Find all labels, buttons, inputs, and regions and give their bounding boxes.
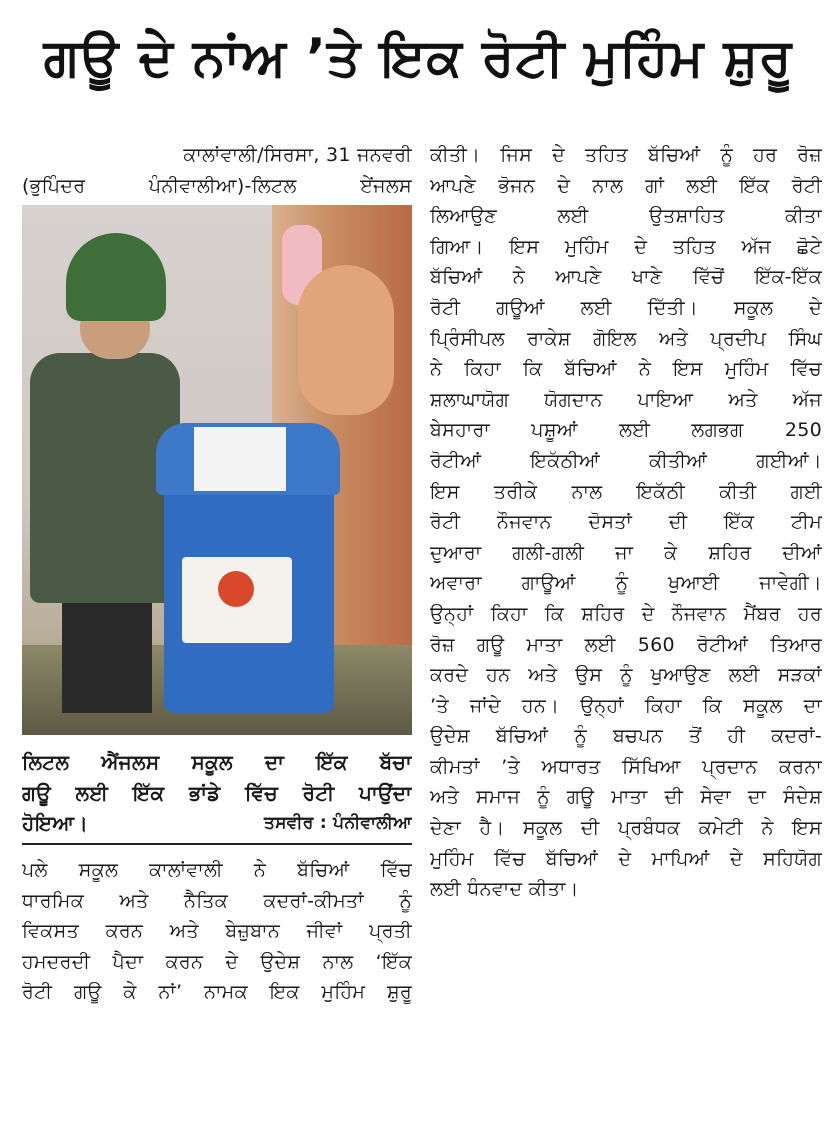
caption-line: ਲਿਟਲ ਐਂਜਲਸ ਸਕੂਲ ਦਾ ਇੱਕ ਬੱਚਾ (22, 750, 412, 775)
photo-credit: ਤਸਵੀਰ : ਪੰਨੀਵਾਲੀਆ (263, 813, 412, 834)
headline: ਗਊ ਦੇ ਨਾਂਅ ’ਤੇ ਇਕ ਰੋਟੀ ਮੁਹਿੰਮ ਸ਼ੁਰੂ (43, 28, 793, 88)
text-line: ਅਤੇ ਸਮਾਜ ਨੂੰ ਗਊ ਮਾਤਾ ਦੀ ਸੇਵਾ ਦਾ ਸੰਦੇਸ਼ (430, 786, 822, 809)
left-body-text (22, 855, 412, 1008)
bin-label-logo (218, 571, 254, 607)
text-line: ਗਿਆ। ਇਸ ਮੁਹਿੰਮ ਦੇ ਤਹਿਤ ਅੱਜ ਛੋਟੇ (430, 235, 822, 258)
text-line: ਨੇ ਕਿਹਾ ਕਿ ਬੱਚਿਆਂ ਨੇ ਇਸ ਮੁਹਿੰਮ ਵਿੱਚ (430, 358, 822, 381)
text-line: ਰੋਟੀਆਂ ਇਕੱਠੀਆਂ ਕੀਤੀਆਂ ਗਈਆਂ। (430, 449, 822, 472)
text-line: ਉਨ੍ਹਾਂ ਕਿਹਾ ਕਿ ਸ਼ਹਿਰ ਦੇ ਨੌਜਵਾਨ ਮੈਂਬਰ ਹਰ (430, 602, 822, 625)
poster-face (298, 265, 394, 415)
text-line: ਮੁਹਿੰਮ ਵਿੱਚ ਬੱਚਿਆਂ ਦੇ ਮਾਪਿਆਂ ਦੇ ਸਹਿਯੋਗ (430, 847, 822, 870)
caption-divider (22, 843, 412, 845)
text-line: ਦੁਆਰਾ ਗਲੀ-ਗਲੀ ਜਾ ਕੇ ਸ਼ਹਿਰ ਦੀਆਂ (430, 541, 822, 564)
text-line: ਰੋਟੀ ਗਊ ਕੇ ਨਾਂ’ ਨਾਮਕ ਇਕ ਮੁਹਿੰਮ ਸ਼ੁਰੂ (22, 981, 412, 1004)
text-line: ਰੋਜ਼ ਗਊ ਮਾਤਾ ਲਈ 560 ਰੋਟੀਆਂ ਤਿਆਰ (430, 633, 822, 656)
text-line: ਬੱਚਿਆਂ ਨੇ ਆਪਣੇ ਖਾਣੇ ਵਿੱਚੋਂ ਇੱਕ-ਇੱਕ (430, 266, 822, 289)
right-body-text (430, 140, 822, 905)
bin-slot (194, 427, 286, 491)
text-line: ਇਸ ਤਰੀਕੇ ਨਾਲ ਇਕੱਠੀ ਕੀਤੀ ਗਈ (430, 480, 822, 503)
text-line: ਪਲੇ ਸਕੂਲ ਕਾਲਾਂਵਾਲੀ ਨੇ ਬੱਚਿਆਂ ਵਿੱਚ (22, 858, 412, 881)
text-line: ਅਵਾਰਾ ਗਾਊਆਂ ਨੂੰ ਖੁਆਈ ਜਾਵੇਗੀ। (430, 572, 822, 595)
text-line: ਵਿਕਸਤ ਕਰਨ ਅਤੇ ਬੇਜ਼ੁਬਾਨ ਜੀਵਾਂ ਪ੍ਰਤੀ (22, 920, 412, 943)
text-line: ਕੀਮਤਾਂ ’ਤੇ ਅਧਾਰਤ ਸਿੱਖਿਆ ਪ੍ਰਦਾਨ ਕਰਨਾ (430, 755, 822, 778)
right-column (430, 140, 822, 905)
text-line: ਬੇਸਹਾਰਾ ਪਸ਼ੂਆਂ ਲਈ ਲਗਭਗ 250 (430, 419, 822, 442)
text-line: ’ਤੇ ਜਾਂਦੇ ਹਨ। ਉਨ੍ਹਾਂ ਕਿਹਾ ਕਿ ਸਕੂਲ ਦਾ (430, 694, 822, 717)
child-legs (62, 595, 152, 713)
text-line: ਕਰਦੇ ਹਨ ਅਤੇ ਉਸ ਨੂੰ ਖੁਆਉਣ ਲਈ ਸੜਕਾਂ (430, 664, 822, 687)
text-line: ਲਈ ਧੰਨਵਾਦ ਕੀਤਾ। (430, 878, 579, 901)
byline: (ਭੁਪਿੰਦਰ ਪੰਨੀਵਾਲੀਆ)-ਲਿਟਲ ਏਂਜਲਸ (22, 174, 412, 197)
text-line: ਰੋਟੀ ਨੌਜਵਾਨ ਦੋਸਤਾਂ ਦੀ ਇੱਕ ਟੀਮ (430, 511, 822, 534)
text-line: ਦੇਣਾ ਹੈ। ਸਕੂਲ ਦੀ ਪ੍ਰਬੰਧਕ ਕਮੇਟੀ ਨੇ ਇਸ (430, 817, 822, 840)
text-line: ਆਪਣੇ ਭੋਜਨ ਦੇ ਨਾਲ ਗਾਂ ਲਈ ਇੱਕ ਰੋਟੀ (430, 174, 822, 197)
text-line: ਧਾਰਮਿਕ ਅਤੇ ਨੈਤਿਕ ਕਦਰਾਂ-ਕੀਮਤਾਂ ਨੂੰ (22, 889, 412, 912)
text-line: ਰੋਟੀ ਗਊਆਂ ਲਈ ਦਿੱਤੀ। ਸਕੂਲ ਦੇ (430, 296, 822, 319)
text-line: ਲਿਆਉਣ ਲਈ ਉਤਸ਼ਾਹਿਤ ਕੀਤਾ (430, 205, 822, 228)
caption-line: ਗਊ ਲਈ ਇੱਕ ਭਾਂਡੇ ਵਿੱਚ ਰੋਟੀ ਪਾਉਂਦਾ (22, 780, 412, 805)
text-line: ਉਦੇਸ਼ ਬੱਚਿਆਂ ਨੂੰ ਬਚਪਨ ਤੋਂ ਹੀ ਕਦਰਾਂ- (430, 725, 822, 748)
text-line: ਹਮਦਰਦੀ ਪੈਦਾ ਕਰਨ ਦੇ ਉਦੇਸ਼ ਨਾਲ ‘ਇੱਕ (22, 950, 412, 973)
caption-line (22, 808, 412, 839)
left-column (22, 140, 412, 1008)
text-line: ਸ਼ਲਾਘਾਯੋਗ ਯੋਗਦਾਨ ਪਾਇਆ ਅਤੇ ਅੱਜ (430, 388, 822, 411)
text-line: ਪ੍ਰਿੰਸੀਪਲ ਰਾਕੇਸ਼ ਗੋਇਲ ਅਤੇ ਪ੍ਰਦੀਪ ਸਿੰਘ (430, 327, 822, 350)
caption-end: ਹੋਇਆ। (22, 811, 89, 836)
text-line: ਕੀਤੀ। ਜਿਸ ਦੇ ਤਹਿਤ ਬੱਚਿਆਂ ਨੂੰ ਹਰ ਰੋਜ਼ (430, 144, 822, 166)
news-photo (22, 205, 412, 735)
photo-caption (22, 747, 412, 839)
dateline: ਕਾਲਾਂਵਾਲੀ/ਸਿਰਸਾ, 31 ਜਨਵਰੀ (183, 144, 412, 166)
child-cap (66, 233, 166, 321)
